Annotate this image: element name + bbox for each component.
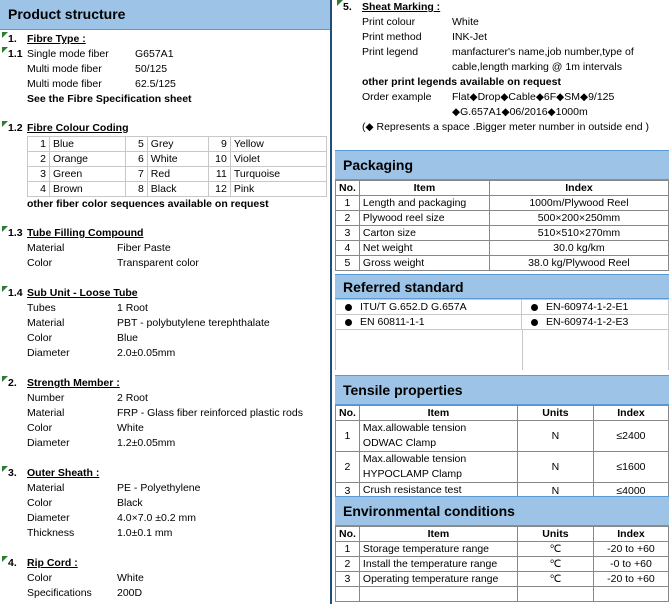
environmental-header: Environmental conditions: [335, 496, 669, 526]
col-header: Item: [359, 181, 489, 196]
colour-name: Green: [50, 167, 126, 182]
colour-table: [27, 136, 327, 197]
section-title: Strength Member :: [27, 377, 120, 389]
row-index: ≤4000: [593, 483, 668, 499]
row-units: ℃: [517, 572, 593, 587]
row-number: 3: [336, 572, 360, 587]
sheath-marking-section: [335, 0, 669, 146]
row-key: Material: [27, 407, 65, 419]
colour-name: Red: [147, 167, 208, 182]
product-structure-header: Product structure: [0, 0, 330, 30]
row-value: manfacturer's name,job number,type of: [452, 46, 634, 58]
colour-name: Violet: [230, 152, 326, 167]
bullet-icon: [345, 304, 352, 311]
row-item-line2: ODWAC Clamp: [362, 437, 437, 449]
row-key: Multi mode fiber: [27, 63, 102, 75]
row-index: 500×200×250mm: [489, 211, 668, 226]
row-item: [359, 421, 517, 452]
colour-name: Black: [147, 182, 208, 197]
bullet-icon: [531, 304, 538, 311]
section-title: Sheat Marking :: [362, 1, 441, 13]
section-title: Fibre Type :: [27, 33, 86, 45]
row-index: -20 to +60: [593, 542, 668, 557]
section-note: other print legends available on request: [362, 76, 561, 88]
tube-filling-section: [0, 226, 332, 271]
section-number: 3.: [8, 467, 17, 479]
standard-name: ITU/T G.652.D G.657A: [360, 301, 467, 313]
row-value: Blue: [117, 332, 139, 344]
row-value: 4.0×7.0 ±0.2 mm: [117, 512, 197, 524]
referred-header: Referred standard: [335, 274, 669, 299]
row-key: Material: [27, 482, 65, 494]
row-value: Transparent color: [117, 257, 199, 269]
row-index: -0 to +60: [593, 557, 668, 572]
referred-blank: [335, 330, 669, 370]
colour-number: 5: [125, 137, 147, 152]
row-key: Print method: [362, 31, 422, 43]
referred-table: [335, 299, 669, 330]
standard-row: [336, 300, 669, 315]
section-title: Sub Unit - Loose Tube: [27, 287, 138, 299]
colour-row: [28, 167, 327, 182]
bullet-icon: [345, 319, 352, 326]
table-row: [336, 557, 669, 572]
colour-number: 7: [125, 167, 147, 182]
col-header: No.: [336, 406, 360, 421]
table-row: [336, 226, 669, 241]
col-header: Index: [489, 181, 668, 196]
colour-name: Orange: [50, 152, 126, 167]
row-key: Print colour: [362, 16, 416, 28]
colour-row: [28, 137, 327, 152]
colour-name: White: [147, 152, 208, 167]
colour-number: 2: [28, 152, 50, 167]
row-key: Multi mode fiber: [27, 78, 102, 90]
section-number: 1.3: [8, 227, 23, 239]
standard-cell: [336, 300, 522, 315]
table-row: [336, 421, 669, 452]
row-value: White: [452, 16, 479, 28]
row-item: Carton size: [359, 226, 489, 241]
colour-name: Brown: [50, 182, 126, 197]
colour-coding-section: [0, 121, 332, 212]
marking-footnote: (◆ Represents a space .Bigger meter number in outside end ): [362, 121, 650, 133]
row-value: Flat◆Drop◆Cable◆6F◆SM◆9/125: [452, 91, 615, 103]
row-item: Length and packaging: [359, 196, 489, 211]
tensile-header: Tensile properties: [335, 375, 669, 405]
row-index: ≤2400: [593, 421, 668, 452]
empty-cell: [336, 587, 360, 602]
row-item: [359, 452, 517, 483]
referred-standard-section: [335, 274, 669, 370]
row-key: Order example: [362, 91, 432, 103]
table-row: [336, 452, 669, 483]
col-header: No.: [336, 527, 360, 542]
environmental-section: [335, 496, 669, 602]
row-number: 2: [336, 211, 360, 226]
row-value: 200D: [117, 587, 143, 599]
row-key: Material: [27, 317, 65, 329]
row-value: 2 Root: [117, 392, 148, 404]
section-number: 1.2: [8, 122, 23, 134]
col-header: No.: [336, 181, 360, 196]
col-header: Item: [359, 527, 517, 542]
row-number: 2: [336, 557, 360, 572]
row-value: 2.0±0.05mm: [117, 347, 176, 359]
row-number: 3: [336, 226, 360, 241]
row-value: 1.0±0.1 mm: [117, 527, 173, 539]
row-key: Specifications: [27, 587, 92, 599]
colour-number: 8: [125, 182, 147, 197]
row-key: Number: [27, 392, 65, 404]
row-value: 62.5/125: [135, 78, 176, 90]
row-key: Color: [27, 332, 53, 344]
row-key: Thickness: [27, 527, 75, 539]
row-key: Tubes: [27, 302, 56, 314]
section-title: Tube Filling Compound: [27, 227, 144, 239]
colour-number: 4: [28, 182, 50, 197]
colour-number: 9: [208, 137, 230, 152]
row-value: ◆G.657A1◆06/2016◆1000m: [452, 106, 588, 118]
row-key: Diameter: [27, 512, 70, 524]
row-value: 50/125: [135, 63, 168, 75]
row-number: 1: [336, 542, 360, 557]
standard-name: EN-60974-1-2-E1: [546, 301, 629, 313]
row-index: 1000m/Plywood Reel: [489, 196, 668, 211]
row-value: White: [117, 572, 144, 584]
row-number: 4: [336, 241, 360, 256]
colour-number: 11: [208, 167, 230, 182]
row-units: N: [517, 421, 593, 452]
row-number: 1: [336, 196, 360, 211]
section-number: 4.: [8, 557, 17, 569]
row-value: INK-Jet: [452, 31, 488, 43]
fibre-type-section: [0, 32, 332, 107]
col-header: Units: [517, 406, 593, 421]
row-key: Material: [27, 242, 65, 254]
row-number: 5: [336, 256, 360, 271]
standard-name: EN 60811-1-1: [360, 316, 425, 328]
row-index: -20 to +60: [593, 572, 668, 587]
standard-row: [336, 315, 669, 330]
outer-sheath-section: [0, 466, 332, 541]
table-row: [336, 196, 669, 211]
row-key: Color: [27, 572, 53, 584]
colour-number: 1: [28, 137, 50, 152]
standard-cell: [336, 315, 522, 330]
row-value: 1 Root: [117, 302, 148, 314]
row-units: ℃: [517, 557, 593, 572]
row-value: FRP - Glass fiber reinforced plastic rods: [117, 407, 303, 419]
colour-number: 6: [125, 152, 147, 167]
packaging-table: [335, 180, 669, 271]
row-item-line2: HYPOCLAMP Clamp: [362, 468, 462, 480]
row-value: G657A1: [135, 48, 174, 60]
row-item: Operating temperature range: [359, 572, 517, 587]
row-index: ≤1600: [593, 452, 668, 483]
strength-member-section: [0, 376, 332, 451]
row-number: 1: [336, 421, 360, 452]
section-number: 1.4: [8, 287, 23, 299]
colour-name: Turquoise: [230, 167, 326, 182]
row-key: Color: [27, 422, 53, 434]
row-value: Black: [117, 497, 143, 509]
row-units: ℃: [517, 542, 593, 557]
table-row: [336, 572, 669, 587]
row-key: Single mode fiber: [27, 48, 109, 60]
row-item: Storage temperature range: [359, 542, 517, 557]
standard-cell: [522, 300, 669, 315]
row-value: PBT - polybutylene terephthalate: [117, 317, 270, 329]
rip-cord-section: [0, 556, 332, 601]
col-header: Index: [593, 406, 668, 421]
product-structure-panel: [0, 0, 332, 604]
row-item-line1: Max.allowable tension: [362, 453, 467, 465]
table-row: [336, 211, 669, 226]
packaging-header: Packaging: [335, 150, 669, 180]
colour-name: Yellow: [230, 137, 326, 152]
section-title: Rip Cord :: [27, 557, 78, 569]
row-key: Color: [27, 497, 53, 509]
colour-row: [28, 152, 327, 167]
empty-cell: [359, 587, 517, 602]
row-index: 510×510×270mm: [489, 226, 668, 241]
table-row: [336, 542, 669, 557]
row-item: Net weight: [359, 241, 489, 256]
section-title: Fibre Colour Coding: [27, 122, 129, 134]
empty-cell: [517, 587, 593, 602]
empty-cell: [593, 587, 668, 602]
row-number: 2: [336, 452, 360, 483]
section-number: 1.1: [8, 48, 23, 60]
section-note: other fiber color sequences available on request: [27, 198, 269, 210]
section-title: Outer Sheath :: [27, 467, 100, 479]
colour-name: Grey: [147, 137, 208, 152]
sub-unit-section: [0, 286, 332, 361]
col-header: Index: [593, 527, 668, 542]
section-number: 2.: [8, 377, 17, 389]
row-units: N: [517, 452, 593, 483]
row-value: cable,length marking @ 1m intervals: [452, 61, 622, 73]
section-note: See the Fibre Specification sheet: [27, 93, 192, 105]
right-panel: [335, 0, 669, 604]
standard-cell: [522, 315, 669, 330]
row-index: 30.0 kg/km: [489, 241, 668, 256]
row-index: 38.0 kg/Plywood Reel: [489, 256, 668, 271]
tensile-section: [335, 375, 669, 499]
row-key: Diameter: [27, 437, 70, 449]
table-row-empty: [336, 587, 669, 602]
row-item-line1: Crush resistance test: [362, 484, 462, 496]
row-item: Plywood reel size: [359, 211, 489, 226]
row-key: Color: [27, 257, 53, 269]
row-value: PE - Polyethylene: [117, 482, 201, 494]
bullet-icon: [531, 319, 538, 326]
environmental-table: [335, 526, 669, 602]
row-value: 1.2±0.05mm: [117, 437, 176, 449]
row-units: N: [517, 483, 593, 499]
row-key: Diameter: [27, 347, 70, 359]
row-item-line1: Max.allowable tension: [362, 422, 467, 434]
colour-number: 10: [208, 152, 230, 167]
row-item: Gross weight: [359, 256, 489, 271]
col-header: Units: [517, 527, 593, 542]
colour-number: 3: [28, 167, 50, 182]
section-number: 5.: [343, 1, 352, 13]
colour-row: [28, 182, 327, 197]
standard-name: EN-60974-1-2-E3: [546, 316, 629, 328]
row-number: 3: [336, 483, 360, 499]
colour-number: 12: [208, 182, 230, 197]
row-value: White: [117, 422, 144, 434]
packaging-section: [335, 150, 669, 271]
colour-name: Pink: [230, 182, 326, 197]
table-row: [336, 256, 669, 271]
row-item: Install the temperature range: [359, 557, 517, 572]
table-row: [336, 241, 669, 256]
col-header: Item: [359, 406, 517, 421]
row-value: Fiber Paste: [117, 242, 171, 254]
tensile-table: [335, 405, 669, 499]
colour-name: Blue: [50, 137, 126, 152]
section-number: 1.: [8, 33, 17, 45]
row-key: Print legend: [362, 46, 419, 58]
